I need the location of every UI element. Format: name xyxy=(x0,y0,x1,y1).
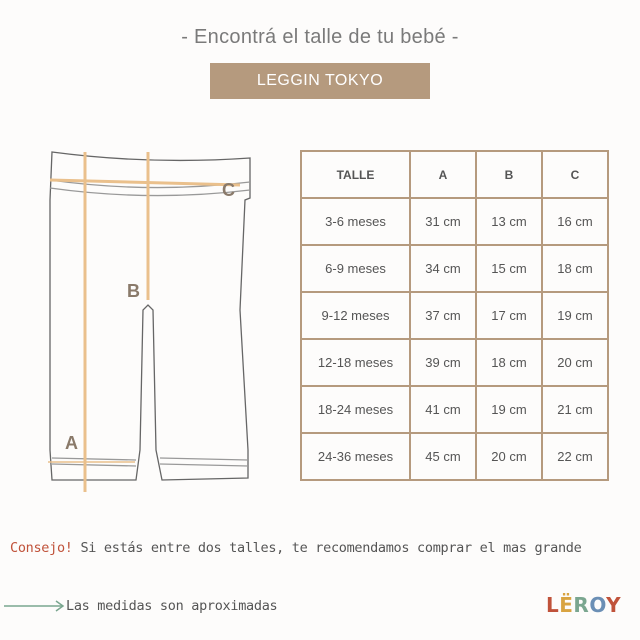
measure-lines xyxy=(50,152,240,492)
label-b: B xyxy=(127,281,140,301)
cell-a: 37 cm xyxy=(410,292,476,339)
cell-size: 18-24 meses xyxy=(301,386,410,433)
cell-a: 45 cm xyxy=(410,433,476,480)
pants-outline xyxy=(50,152,250,480)
measure-line-c xyxy=(50,180,240,185)
cell-size: 24-36 meses xyxy=(301,433,410,480)
label-a: A xyxy=(65,433,78,453)
logo-letter: R xyxy=(573,593,590,617)
pants-diagram xyxy=(40,140,280,510)
table-row xyxy=(301,386,608,433)
tip-body: Si estás entre dos talles, te recomendamos comprar el mas grande xyxy=(72,540,582,556)
cell-a: 31 cm xyxy=(410,198,476,245)
header-c: C xyxy=(542,151,608,198)
header-b: B xyxy=(476,151,542,198)
logo-letter: Y xyxy=(606,593,622,617)
cell-c: 22 cm xyxy=(542,433,608,480)
table-row xyxy=(301,292,608,339)
cell-c: 21 cm xyxy=(542,386,608,433)
table-header-row xyxy=(301,151,608,198)
cell-size: 6-9 meses xyxy=(301,245,410,292)
table-row xyxy=(301,433,608,480)
cell-a: 39 cm xyxy=(410,339,476,386)
table-row xyxy=(301,198,608,245)
label-c: C xyxy=(222,180,235,200)
note-text: Las medidas son aproximadas xyxy=(66,598,278,614)
arrow-right-icon xyxy=(4,599,66,613)
table-row xyxy=(301,339,608,386)
cell-c: 18 cm xyxy=(542,245,608,292)
cell-a: 34 cm xyxy=(410,245,476,292)
cell-a: 41 cm xyxy=(410,386,476,433)
product-banner: LEGGIN TOKYO xyxy=(210,63,430,99)
size-table xyxy=(300,150,609,481)
cell-b: 19 cm xyxy=(476,386,542,433)
cell-size: 9-12 meses xyxy=(301,292,410,339)
logo-letter: O xyxy=(589,593,607,617)
logo-letter: L xyxy=(546,593,560,617)
tip-prefix: Consejo! xyxy=(10,540,73,556)
cell-c: 19 cm xyxy=(542,292,608,339)
measurement-note xyxy=(4,598,277,614)
tip-text xyxy=(10,540,640,556)
pants-illustration xyxy=(40,140,280,510)
cell-b: 18 cm xyxy=(476,339,542,386)
cell-b: 20 cm xyxy=(476,433,542,480)
header-talle: TALLE xyxy=(301,151,410,198)
cell-c: 16 cm xyxy=(542,198,608,245)
header-a: A xyxy=(410,151,476,198)
cell-c: 20 cm xyxy=(542,339,608,386)
cell-b: 17 cm xyxy=(476,292,542,339)
cell-size: 12-18 meses xyxy=(301,339,410,386)
cell-size: 3-6 meses xyxy=(301,198,410,245)
cell-b: 15 cm xyxy=(476,245,542,292)
logo-letter: Ë xyxy=(559,593,574,617)
cell-b: 13 cm xyxy=(476,198,542,245)
brand-logo xyxy=(546,593,621,617)
page-title: - Encontrá el talle de tu bebé - xyxy=(181,26,459,48)
table-row xyxy=(301,245,608,292)
